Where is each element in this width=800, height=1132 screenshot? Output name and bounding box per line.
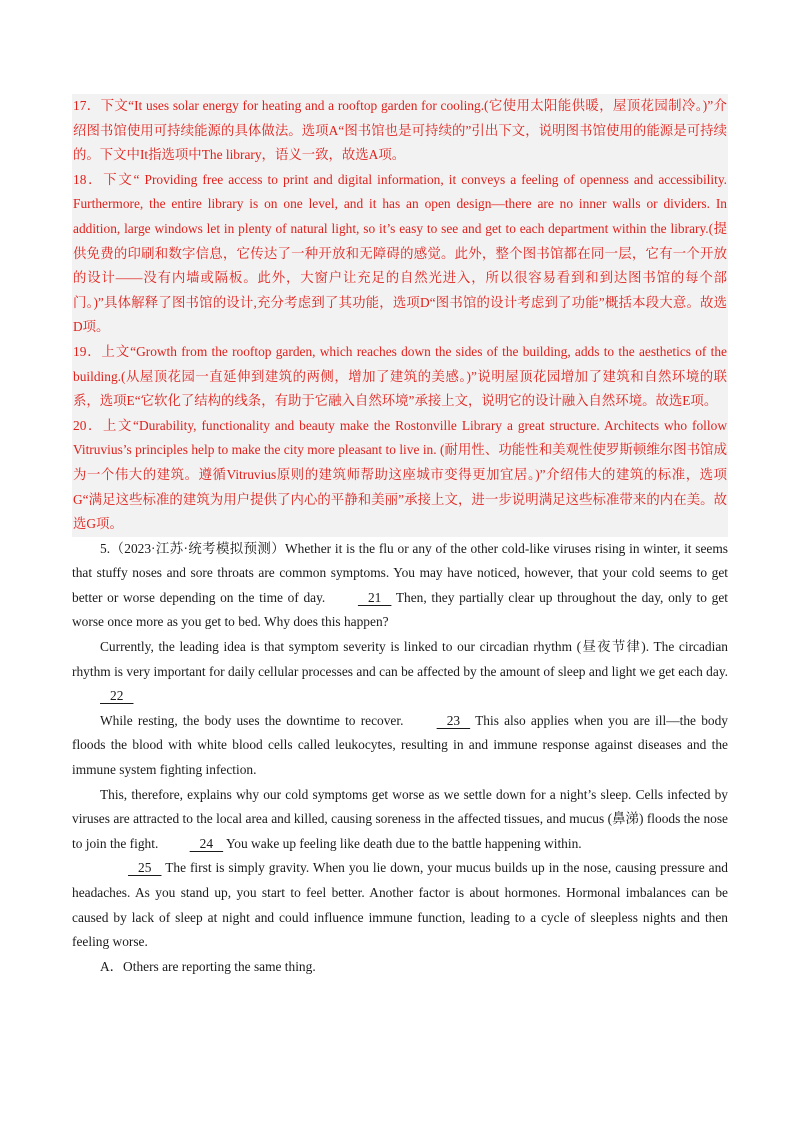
passage-paragraph-1: 5.（2023·江苏·统考模拟预测）Whether it is the flu or any of the other cold-like viruses rising in winter, it seems that stuffy noses and sore throats are common symptoms. You may have noticed, however, that your cold seems to get better or worse depending on the time of day. 21 Then, they partially clear up throughout the day, only to get worse once more as you get to bed. Why does this happen?	[72, 540, 728, 630]
blank-25: 25	[128, 860, 162, 876]
blank-23: 23	[436, 712, 471, 728]
option-a: A．Others are reporting the same thing.	[100, 958, 316, 974]
document-page	[72, 94, 728, 979]
passage-paragraph-4: This, therefore, explains why our cold symptoms get worse as we settle down for a night’s sleep. Cells infected by viruses are attracted to the local area and killed, causing soreness in the affected tissues, and mucus (鼻涕) floods the nose to join the fight. 24 You wake up feeling like death due to the battle happening within.	[72, 783, 728, 857]
reading-passage	[72, 537, 728, 980]
answer-explanation-20: 20．上文“Durability, functionality and beauty make the Rostonville Library a great structure. Architects who follow Vitruvius’s principles help to make the city more pleasant to live in. (耐用性、功能性和美观性使罗斯顿维尔图书馆成为一个伟大的建筑。遵循Vitruvius原则的建筑师帮助这座城市变得更加宜居。)”介绍伟大的建筑的标准，选项G“满足这些标准的建筑为用户提供了内心的平静和美丽”承接上文，进一步说明满足这些标准带来的内在美。故选G项。	[73, 417, 727, 532]
answer-explanations	[72, 94, 728, 537]
answer-explanation-17: 17．下文“It uses solar energy for heating and a rooftop garden for cooling.(它使用太阳能供暖，屋顶花园制冷。)”介绍图书馆使用可持续能源的具体做法。选项A“图书馆也是可持续的”引出下文，说明图书馆使用的能源是可持续的。下文中It指选项中The library，语义一致，故选A项。	[73, 98, 727, 163]
blank-22: 22	[100, 688, 134, 704]
answer-explanation-19: 19．上文“Growth from the rooftop garden, which reaches down the sides of the building, adds to the aesthetics of the building.(从屋顶花园一直延伸到建筑的两侧，增加了建筑的美感。)”说明屋顶花园增加了建筑和自然环境的联系，选项E“它软化了结构的线条，有助于它融入自然环境”承接上文，说明它的设计融入自然环境。故选E项。	[73, 343, 727, 409]
passage-paragraph-5: 25 The first is simply gravity. When you lie down, your mucus builds up in the nose, causing pressure and headaches. As you stand up, you start to feel better. Another factor is about hormones. Hormonal imbalances can be caused by lack of sleep at night and could influence immune function, leading to a cycle of sleepless nights and then feeling worse.	[72, 856, 728, 954]
blank-21: 21	[357, 589, 392, 605]
passage-paragraph-2: Currently, the leading idea is that symptom severity is linked to our circadian rhythm (昼夜节律). The circadian rhythm is very important for daily cellular processes and can be affected by the amount of sleep and light we get each day. 22	[72, 635, 728, 709]
answer-explanation-18: 18．下文“ Providing free access to print and digital information, it conveys a feeling of openness and accessibility. Furthermore, the entire library is on one level, and it has an open design—there are no inner walls or dividers. In addition, large windows let in plenty of natural light, so it’s easy to see and get to each department within the library.(提供免费的印刷和数字信息，它传达了一种开放和无障碍的感觉。此外，整个图书馆都在同一层，它有一个开放的设计——没有内墙或隔板。此外，大窗户让充足的自然光进入，所以很容易看到和到达图书馆的每个部门。)”具体解释了图书馆的设计,充分考虑到了其功能，选项D“图书馆的设计考虑到了功能”概括本段大意。故选D项。	[73, 171, 727, 335]
blank-24: 24	[189, 835, 224, 851]
passage-paragraph-3: While resting, the body uses the downtime to recover. 23 This also applies when you are ill—the body floods the blood with white blood cells called leukocytes, resulting in and immune response against diseases and the immune system fighting infection.	[72, 709, 728, 783]
